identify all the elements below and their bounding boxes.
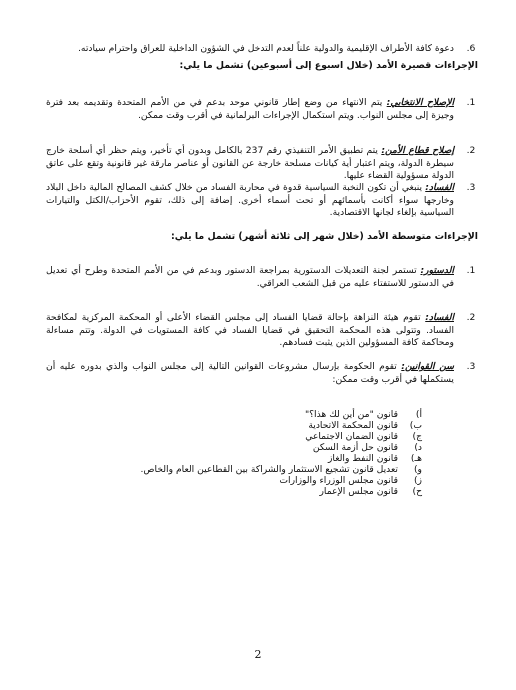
item-body: تستمر لجنة التعديلات الدستورية بمراجعة الدستور وبدعم في من الأمم المتحدة وطرح أي تعديل في الدستور للاستفتاء عليه من قبل الشعب العراقي. <box>46 265 454 289</box>
list-item-text: قانون النفط والغاز <box>327 453 398 464</box>
list-item-text: قانون "من أين لك هذا؟" <box>304 409 398 420</box>
short-item-security <box>46 145 454 183</box>
list-marker: ب) <box>409 420 422 431</box>
list-marker: ز) <box>413 475 422 486</box>
item-number: 1. <box>466 97 476 108</box>
item-number: 1. <box>466 265 476 276</box>
medium-item-legislation <box>46 361 454 386</box>
item-number: 2. <box>466 312 476 323</box>
short-item-electoral <box>46 97 454 122</box>
list-item-text: قانون المحكمة الاتحادية <box>308 420 398 431</box>
list-item-text: قانون مجلس الوزراء والوزارات <box>279 475 398 486</box>
item-body: تقوم الحكومة بإرسال مشروعات القوانين التالية إلى مجلس النواب والذي بدوره عليه أن يستكملها في أقرب وقت ممكن: <box>46 361 454 385</box>
item-body: ينبغي أن تكون النخبة السياسية قدوة في محاربة الفساد من خلال كشف المصالح المالية داخل البلاد وخارجها سواء أكانت بأسمائهم أو تحت أسماء أخرى. إضافة إلى ذلك، تقوم الأحزاب/الكتل والتيارات السياسية بإلغاء لجانها الاقتصادية. <box>46 182 454 218</box>
item-number: 3. <box>466 182 476 193</box>
item-body: يتم تطبيق الأمر التنفيذي رقم 237 بالكامل وبدون أي تأخير، ويتم حظر أي أسلحة خارج سيطرة الدولة، ويتم اعتبار أية كيانات مسلحة خارجة عن القانون أو عناصر مارقة غير قانونية وتقع على عاتق الدولة مسؤولية القضاء عليها. <box>46 145 454 181</box>
short-term-heading: الإجراءات قصيرة الأمد (خلال اسبوع إلى أسبوعين) تشمل ما يلي: <box>179 60 478 71</box>
item-lead: سن القوانين: <box>401 361 454 372</box>
list-item-text: قانون حل أزمة السكن <box>312 442 398 453</box>
item-lead: الدستور: <box>420 265 454 276</box>
list-marker: ح) <box>412 486 422 497</box>
list-marker: ج) <box>412 431 422 442</box>
list-marker: هـ) <box>410 453 422 464</box>
item-number: 6. <box>466 43 476 54</box>
item-body: تقوم هيئة النزاهة بإحالة قضايا الفساد إلى مجلس القضاء الأعلى أو المحكمة المركزية لمكافحة الفساد. وتتولى هذه المحكمة التحقيق في قضايا الفساد في كافة المستويات في الدولة. وتتم مساءلة ومحاكمة كافة المسؤولين الذين يثبت فسادهم. <box>46 312 454 348</box>
list-item <box>122 464 422 475</box>
list-item-text: قانون الضمان الاجتماعي <box>305 431 398 442</box>
list-item <box>122 431 422 442</box>
list-item <box>122 442 422 453</box>
item-body: يتم الانتهاء من وضع إطار قانوني موحد بدعم في من الأمم المتحدة وتقديمه بعد فترة وجيزة إلى مجلس النواب. ويتم استكمال الإجراءات البرلمانية في أقرب وقت ممكن. <box>46 97 454 121</box>
medium-item-corruption <box>46 312 454 350</box>
list-item <box>122 409 422 420</box>
list-marker: د) <box>414 442 422 453</box>
medium-term-heading: الإجراءات متوسطة الأمد (خلال شهر إلى ثلاثة أشهر) تشمل ما يلي: <box>171 231 478 242</box>
item-number: 2. <box>466 145 476 156</box>
item-6-text: دعوة كافة الأطراف الإقليمية والدولية علناً لعدم التدخل في الشؤون الداخلية للعراق واحترام سيادته. <box>77 43 454 54</box>
item-lead: إصلاح قطاع الأمن: <box>381 145 455 156</box>
list-item <box>122 486 422 497</box>
page-number: 2 <box>254 648 262 661</box>
list-marker: و) <box>413 464 422 475</box>
list-item <box>122 453 422 464</box>
item-number: 3. <box>466 361 476 372</box>
list-item-text: تعديل قانون تشجيع الاستثمار والشراكة بين القطاعين العام والخاص. <box>140 464 398 475</box>
list-item-text: قانون مجلس الإعمار <box>319 486 398 497</box>
list-item <box>122 420 422 431</box>
item-lead: الإصلاح الانتخابي: <box>386 97 455 108</box>
list-item <box>122 475 422 486</box>
medium-item-constitution <box>46 265 454 290</box>
item-lead: الفساد: <box>425 312 454 323</box>
list-marker: أ) <box>415 409 422 420</box>
laws-list <box>122 409 422 497</box>
item-lead: الفساد: <box>425 182 454 193</box>
short-item-corruption <box>46 182 454 220</box>
